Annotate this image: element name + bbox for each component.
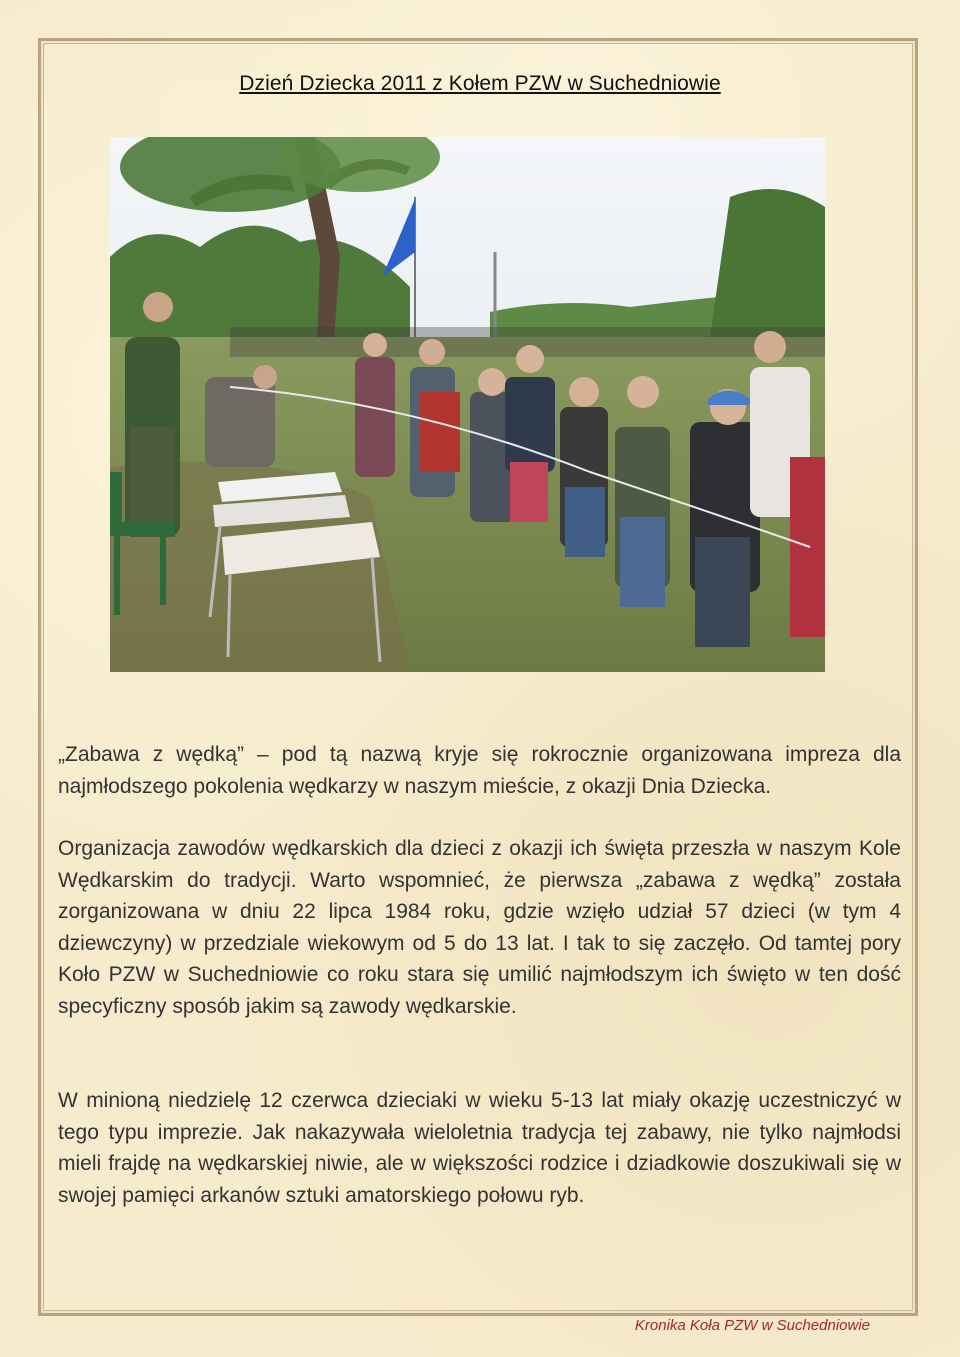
paragraph-intro: „Zabawa z wędką” – pod tą nazwą kryje się rokrocznie organizowana impreza dla najmłodszego pokolenia wędkarzy w naszym mieście, z okazji Dnia Dziecka.: [58, 743, 901, 798]
event-photo: [110, 137, 825, 672]
paragraph-history: Organizacja zawodów wędkarskich dla dzieci z okazji ich święta przeszła w naszym Kole Wędkarskim do tradycji. Warto wspomnieć, że pierwsza „zabawa z wędką” została zorganizowana w dniu 22 lipca 1984 roku, gdzie wzięło udział 57 dzieci (w tym 4 dziewczyny) w przedziale wiekowym od 5 do 13 lat. I tak to się zaczęło. Od tamtej pory Koło PZW w Suchedniowie co roku stara się umilić najmłodszym ich święto w ten dość specyficzny sposób jakim są zawody wędkarskie.: [58, 837, 901, 1018]
footer-chronicle-label: Kronika Koła PZW w Suchedniowie: [634, 1317, 870, 1334]
page-title: Dzień Dziecka 2011 z Kołem PZW w Suchedniowie: [239, 72, 721, 95]
paragraph-event: W minioną niedzielę 12 czerwca dzieciaki w wieku 5-13 lat miały okazję uczestniczyć w tego typu imprezie. Jak nakazywała wieloletnia tradycja tej zabawy, nie tylko najmłodsi mieli frajdę na wędkarskiej niwie, ale w większości rodzice i dziadkowie doszukiwali się w swojej pamięci arkanów sztuki amatorskiego połowu ryb.: [58, 1089, 901, 1207]
